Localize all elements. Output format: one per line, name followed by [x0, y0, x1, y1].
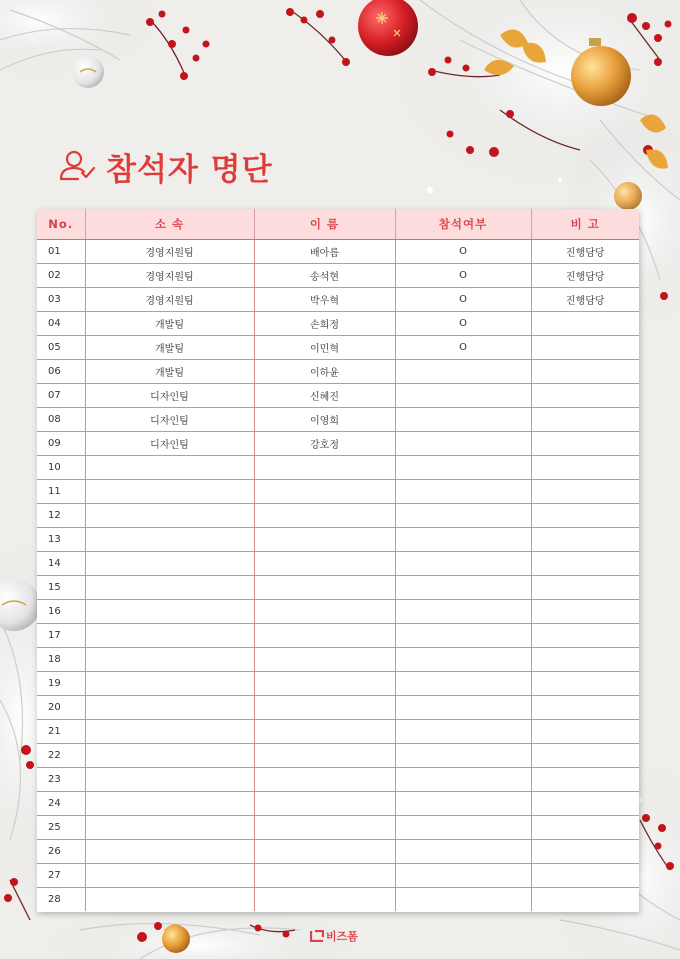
table-row: [37, 600, 639, 624]
cell-note: [531, 696, 639, 720]
cell-note: [531, 816, 639, 840]
cell-dept: [85, 744, 254, 768]
cell-name: [254, 792, 395, 816]
cell-no: 06: [37, 360, 85, 384]
cell-name: [254, 696, 395, 720]
cell-name: [254, 864, 395, 888]
cell-name: [254, 576, 395, 600]
cell-dept: [85, 480, 254, 504]
cell-attendance: [395, 888, 531, 912]
cell-attendance: O: [395, 288, 531, 312]
cell-attendance: [395, 576, 531, 600]
cell-name: 배아름: [254, 240, 395, 264]
cell-dept: [85, 768, 254, 792]
cell-dept: [85, 720, 254, 744]
cell-no: 22: [37, 744, 85, 768]
cell-attendance: [395, 600, 531, 624]
cell-dept: 개발팀: [85, 312, 254, 336]
cell-no: 16: [37, 600, 85, 624]
cell-attendance: [395, 504, 531, 528]
cell-attendance: [395, 624, 531, 648]
table-row: [37, 456, 639, 480]
cell-name: 강호정: [254, 432, 395, 456]
cell-attendance: O: [395, 312, 531, 336]
cell-dept: [85, 648, 254, 672]
cell-name: 이하윤: [254, 360, 395, 384]
cell-name: [254, 480, 395, 504]
cell-attendance: O: [395, 264, 531, 288]
cell-name: 이영희: [254, 408, 395, 432]
cell-attendance: [395, 456, 531, 480]
cell-no: 09: [37, 432, 85, 456]
table-row: [37, 336, 639, 360]
cell-dept: [85, 552, 254, 576]
cell-note: 진행담당: [531, 288, 639, 312]
cell-attendance: [395, 480, 531, 504]
cell-note: [531, 864, 639, 888]
cell-no: 18: [37, 648, 85, 672]
cell-no: 08: [37, 408, 85, 432]
cell-no: 10: [37, 456, 85, 480]
cell-dept: [85, 888, 254, 912]
cell-dept: 디자인팀: [85, 408, 254, 432]
cell-attendance: [395, 384, 531, 408]
cell-dept: [85, 840, 254, 864]
table-row: [37, 240, 639, 264]
cell-no: 02: [37, 264, 85, 288]
cell-note: [531, 336, 639, 360]
table-row: [37, 552, 639, 576]
cell-note: [531, 672, 639, 696]
table-row: [37, 744, 639, 768]
table-row: [37, 576, 639, 600]
table-row: [37, 288, 639, 312]
cell-note: [531, 528, 639, 552]
cell-attendance: O: [395, 336, 531, 360]
cell-dept: 개발팀: [85, 336, 254, 360]
cell-name: 신혜진: [254, 384, 395, 408]
cell-no: 04: [37, 312, 85, 336]
cell-dept: [85, 864, 254, 888]
cell-dept: 경영지원팀: [85, 240, 254, 264]
table-row: [37, 792, 639, 816]
cell-name: [254, 816, 395, 840]
cell-dept: 경영지원팀: [85, 264, 254, 288]
cell-note: [531, 888, 639, 912]
column-header-dept: 소 속: [85, 209, 254, 240]
cell-name: [254, 504, 395, 528]
cell-attendance: [395, 552, 531, 576]
cell-note: [531, 648, 639, 672]
cell-note: 진행담당: [531, 264, 639, 288]
column-header-no: No.: [37, 209, 85, 240]
cell-no: 12: [37, 504, 85, 528]
footer-logo: [310, 928, 358, 944]
cell-dept: 경영지원팀: [85, 288, 254, 312]
cell-note: 진행담당: [531, 240, 639, 264]
cell-note: [531, 720, 639, 744]
cell-attendance: O: [395, 240, 531, 264]
cell-dept: [85, 792, 254, 816]
table-row: [37, 888, 639, 912]
cell-attendance: [395, 744, 531, 768]
table-row: [37, 816, 639, 840]
table-row: [37, 504, 639, 528]
cell-name: [254, 768, 395, 792]
cell-attendance: [395, 360, 531, 384]
table-row: [37, 312, 639, 336]
cell-note: [531, 456, 639, 480]
cell-no: 21: [37, 720, 85, 744]
cell-no: 20: [37, 696, 85, 720]
cell-attendance: [395, 408, 531, 432]
column-header-note: 비 고: [531, 209, 639, 240]
table-row: [37, 624, 639, 648]
table-body: [37, 240, 639, 912]
cell-note: [531, 312, 639, 336]
cell-note: [531, 360, 639, 384]
cell-note: [531, 408, 639, 432]
table-row: [37, 264, 639, 288]
cell-no: 25: [37, 816, 85, 840]
cell-dept: 개발팀: [85, 360, 254, 384]
cell-no: 19: [37, 672, 85, 696]
cell-name: [254, 552, 395, 576]
cell-name: [254, 840, 395, 864]
cell-note: [531, 840, 639, 864]
cell-dept: [85, 672, 254, 696]
column-header-name: 이 름: [254, 209, 395, 240]
user-check-icon: [58, 146, 98, 186]
column-header-attendance: 참석여부: [395, 209, 531, 240]
cell-name: [254, 720, 395, 744]
cell-dept: [85, 528, 254, 552]
table-row: [37, 360, 639, 384]
cell-no: 17: [37, 624, 85, 648]
table-row: [37, 480, 639, 504]
cell-no: 01: [37, 240, 85, 264]
cell-note: [531, 768, 639, 792]
cell-note: [531, 504, 639, 528]
cell-dept: [85, 696, 254, 720]
cell-no: 14: [37, 552, 85, 576]
table-row: [37, 768, 639, 792]
cell-note: [531, 624, 639, 648]
page-header: [58, 144, 273, 188]
cell-attendance: [395, 792, 531, 816]
attendee-table: [37, 209, 639, 911]
cell-attendance: [395, 432, 531, 456]
table-row: [37, 384, 639, 408]
cell-dept: [85, 624, 254, 648]
cell-no: 26: [37, 840, 85, 864]
cell-note: [531, 744, 639, 768]
page-title: 참석자 명단: [106, 151, 273, 188]
cell-name: [254, 624, 395, 648]
cell-no: 24: [37, 792, 85, 816]
cell-no: 03: [37, 288, 85, 312]
cell-attendance: [395, 840, 531, 864]
cell-no: 05: [37, 336, 85, 360]
cell-dept: [85, 600, 254, 624]
cell-no: 15: [37, 576, 85, 600]
table-header-row: [37, 209, 639, 240]
table-row: [37, 840, 639, 864]
cell-dept: [85, 504, 254, 528]
cell-attendance: [395, 528, 531, 552]
cell-name: 손희정: [254, 312, 395, 336]
cell-dept: [85, 816, 254, 840]
cell-attendance: [395, 648, 531, 672]
cell-name: [254, 888, 395, 912]
table-row: [37, 720, 639, 744]
cell-attendance: [395, 864, 531, 888]
table-row: [37, 672, 639, 696]
cell-no: 11: [37, 480, 85, 504]
table-row: [37, 864, 639, 888]
cell-attendance: [395, 720, 531, 744]
table-row: [37, 648, 639, 672]
bizforms-logo-icon: [310, 930, 324, 942]
cell-dept: 디자인팀: [85, 432, 254, 456]
cell-no: 13: [37, 528, 85, 552]
attendee-table-container: [37, 209, 639, 912]
cell-name: [254, 744, 395, 768]
cell-no: 23: [37, 768, 85, 792]
cell-name: 이민혁: [254, 336, 395, 360]
cell-name: [254, 672, 395, 696]
cell-name: 송석현: [254, 264, 395, 288]
logo-text: 비즈폼: [326, 930, 358, 943]
cell-attendance: [395, 672, 531, 696]
cell-no: 27: [37, 864, 85, 888]
cell-note: [531, 552, 639, 576]
cell-attendance: [395, 816, 531, 840]
cell-name: 박우혁: [254, 288, 395, 312]
table-row: [37, 432, 639, 456]
table-row: [37, 408, 639, 432]
cell-no: 28: [37, 888, 85, 912]
cell-dept: 디자인팀: [85, 384, 254, 408]
cell-name: [254, 528, 395, 552]
cell-name: [254, 600, 395, 624]
cell-dept: [85, 456, 254, 480]
cell-name: [254, 648, 395, 672]
cell-dept: [85, 576, 254, 600]
cell-note: [531, 384, 639, 408]
cell-attendance: [395, 768, 531, 792]
table-row: [37, 696, 639, 720]
cell-note: [531, 480, 639, 504]
cell-note: [531, 600, 639, 624]
cell-note: [531, 576, 639, 600]
cell-note: [531, 792, 639, 816]
cell-no: 07: [37, 384, 85, 408]
cell-attendance: [395, 696, 531, 720]
cell-name: [254, 456, 395, 480]
cell-note: [531, 432, 639, 456]
table-row: [37, 528, 639, 552]
